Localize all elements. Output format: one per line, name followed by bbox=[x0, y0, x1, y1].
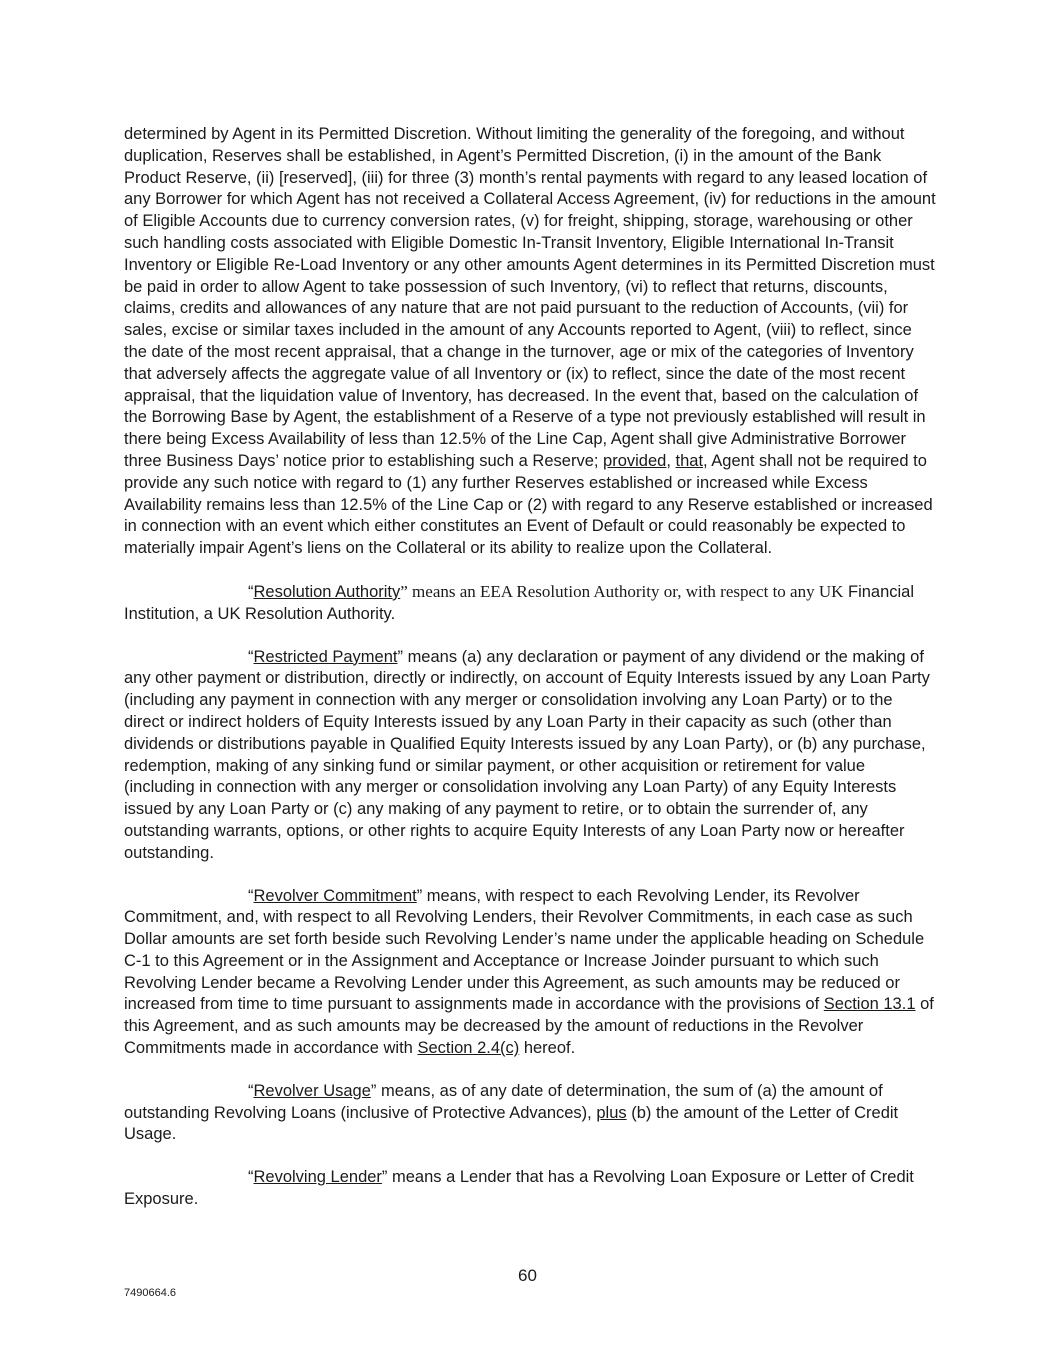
definition-restricted-payment: “Restricted Payment” means (a) any declaration or payment of any dividend or the making of any other payment or distribution, directly or indirectly, on account of Equity Interests issued by any Loan Party (including any payment in connection with any merger or consolidation involving any Loan Party) or to the direct or indirect holders of Equity Interests issued by any Loan Party in their capacity as such (other than dividends or distributions payable in Qualified Equity Interests issued by any Loan Party), or (b) any purchase, redemption, making of any sinking fund or similar payment, or other acquisition or retirement for value (including in connection with any merger or consolidation involving any Loan Party) of any Equity Interests issued by any Loan Party or (c) any making of any payment to retire, or to obtain the surrender of, any outstanding warrants, options, or other rights to acquire Equity Interests of any Loan Party now or hereafter outstanding. bbox=[124, 647, 930, 862]
plus-underline: plus bbox=[596, 1103, 627, 1122]
defined-term: Revolver Usage bbox=[253, 1081, 371, 1100]
page-number: 60 bbox=[518, 1266, 537, 1285]
defined-term: Revolver Commitment bbox=[253, 886, 417, 905]
section-reference: Section 13.1 bbox=[823, 995, 916, 1014]
section-reference: Section 2.4(c) bbox=[417, 1039, 520, 1058]
document-id: 7490664.6 bbox=[124, 1287, 176, 1299]
definition-revolver-commitment: “Revolver Commitment” means, with respect to each Revolving Lender, its Revolver Commitment, and, with respect to all Revolving Lenders, their Revolver Commitments, in each case as such Dollar amounts are set forth beside such Revolving Lender’s name under the applicable heading on Schedule C-1 to this Agreement or in the Assignment and Acceptance or Increase Joinder pursuant to which such Revolving Lender became a Revolving Lender under this Agreement, as such amounts may be reduced or increased from time to time pursuant to assignments made in accordance with the provisions of Section 13.1 of this Agreement, and as such amounts may be decreased by the amount of reductions in the Revolver Commitments made in accordance with Section 2.4(c) hereof. bbox=[124, 886, 934, 1058]
provided-underline: provided bbox=[603, 451, 667, 470]
document-page bbox=[124, 124, 936, 1232]
defined-term: Restricted Payment bbox=[253, 647, 398, 666]
definition-revolving-lender: “Revolving Lender” means a Lender that has a Revolving Loan Exposure or Letter of Credit Exposure. bbox=[124, 1168, 914, 1209]
paragraph-reserves-continued: determined by Agent in its Permitted Discretion. Without limiting the generality of the foregoing, and without duplication, Reserves shall be established, in Agent’s Permitted Discretion, (i) in the amount of the Bank Product Reserve, (ii) [reserved], (iii) for three (3) month’s rental payments with regard to any leased location of any Borrower for which Agent has not received a Collateral Access Agreement, (iv) for reductions in the amount of Eligible Accounts due to currency conversion rates, (v) for freight, shipping, storage, warehousing or other such handling costs associated with Eligible Domestic In-Transit Inventory, Eligible International In-Transit Inventory or Eligible Re-Load Inventory or any other amounts Agent determines in its Permitted Discretion must be paid in order to allow Agent to take possession of such Inventory, (vi) to reflect that returns, discounts, claims, credits and allowances of any nature that are not paid pursuant to the reduction of Accounts, (vii) for sales, excise or similar taxes included in the amount of any Accounts reported to Agent, (viii) to reflect, since the date of the most recent appraisal, that a change in the turnover, age or mix of the categories of Inventory that adversely affects the aggregate value of all Inventory or (ix) to reflect, since the date of the most recent appraisal, that the liquidation value of Inventory, has decreased. In the event that, based on the calculation of the Borrowing Base by Agent, the establishment of a Reserve of a type not previously established will result in there being Excess Availability of less than 12.5% of the Line Cap, Agent shall give Administrative Borrower three Business Days’ notice prior to establishing such a Reserve; provided, that, Agent shall not be required to provide any such notice with regard to (1) any further Reserves established or increased while Excess Availability remains less than 12.5% of the Line Cap or (2) with regard to any Reserve established or increased in connection with an event which either constitutes an Event of Default or could reasonably be expected to materially impair Agent’s liens on the Collateral or its ability to realize upon the Collateral. bbox=[124, 125, 936, 558]
definition-revolver-usage: “Revolver Usage” means, as of any date of determination, the sum of (a) the amount of outstanding Revolving Loans (inclusive of Protective Advances), plus (b) the amount of the Letter of Credit Usage. bbox=[124, 1081, 899, 1144]
definition-resolution-authority: “Resolution Authority” means an EEA Resolution Authority or, with respect to any UK Financial Institution, a UK Resolution Authority. bbox=[124, 581, 915, 623]
defined-term: Revolving Lender bbox=[253, 1168, 382, 1187]
that-underline: that bbox=[675, 451, 704, 470]
defined-term: Resolution Authority bbox=[253, 582, 401, 601]
